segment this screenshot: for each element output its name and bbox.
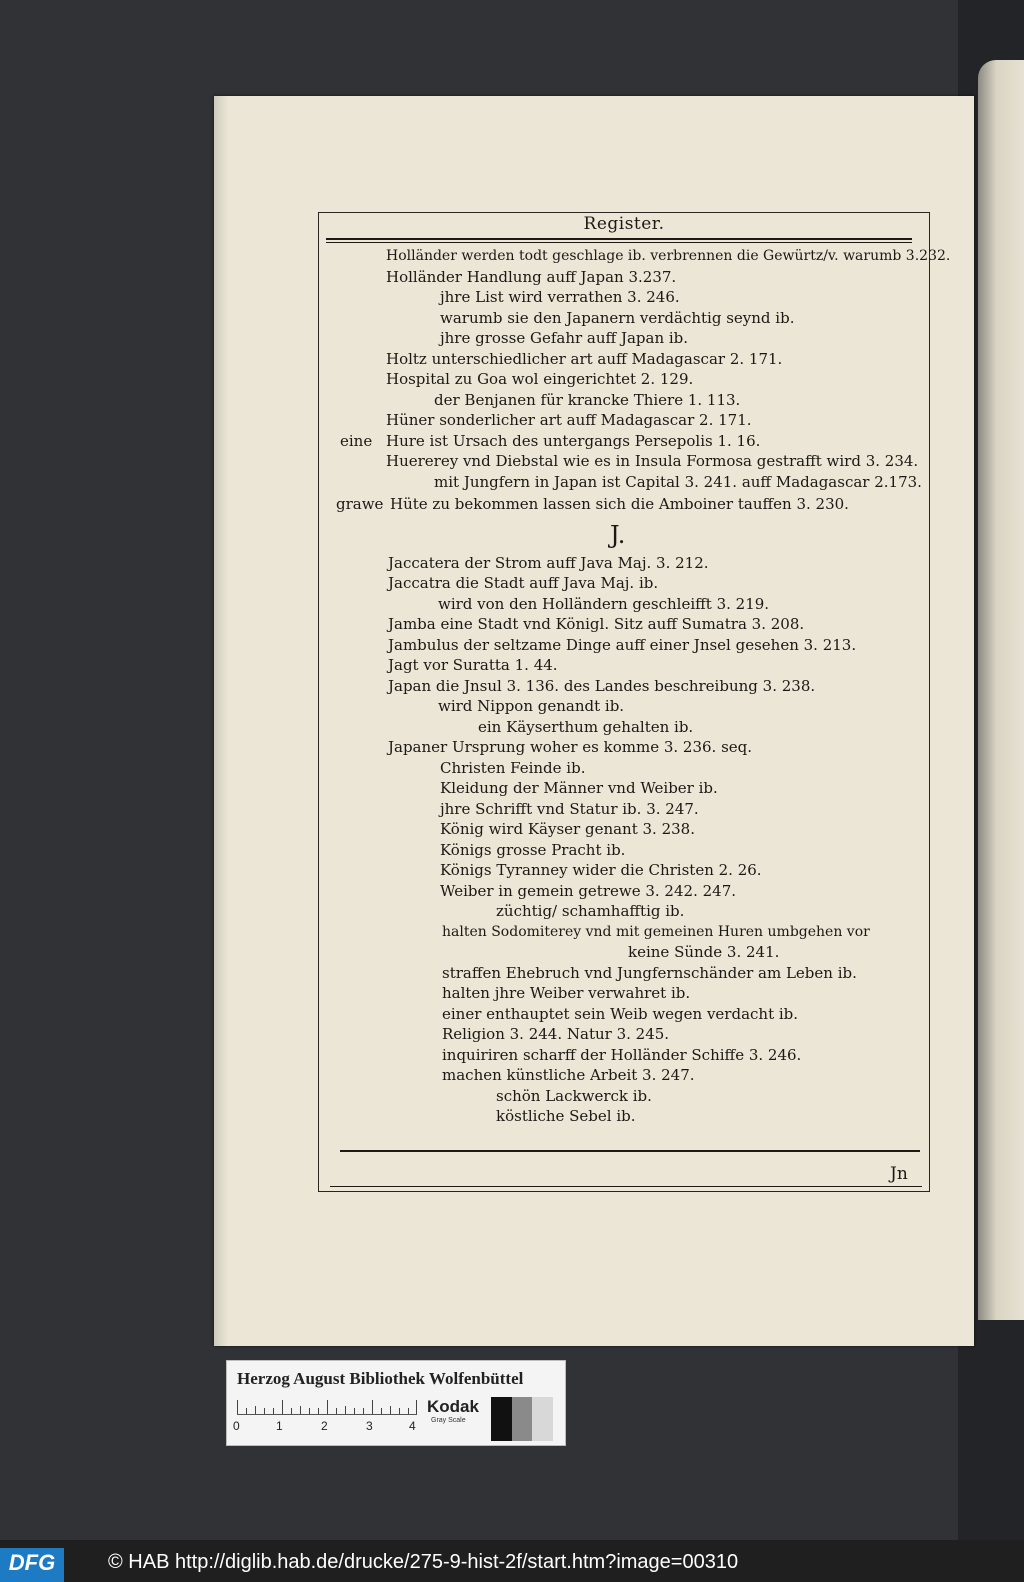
section-letter: J. — [610, 521, 626, 549]
scale-card — [226, 1360, 566, 1446]
index-entry: Japan die Jnsul 3. 136. des Landes beschreibung 3. 238. — [388, 677, 816, 695]
index-entry: Jagt vor Suratta 1. 44. — [388, 656, 558, 674]
index-entry: machen künstliche Arbeit 3. 247. — [442, 1066, 695, 1084]
page-gutter-shadow — [214, 96, 228, 1346]
index-entry: warumb sie den Japanern verdächtig seynd ib. — [440, 309, 795, 327]
ruler — [237, 1399, 417, 1415]
index-entry: ein Käyserthum gehalten ib. — [478, 718, 694, 736]
index-entry: jhre Schrifft vnd Statur ib. 3. 247. — [440, 800, 699, 818]
index-entry: inquiriren scharff der Holländer Schiffe 3. 246. — [442, 1046, 802, 1064]
index-entry: Hüte zu bekommen lassen sich die Amboiner tauffen 3. 230. — [390, 495, 849, 513]
index-entry: Jamba eine Stadt vnd Königl. Sitz auff Sumatra 3. 208. — [388, 615, 805, 633]
index-entry: Holländer Handlung auff Japan 3.237. — [386, 268, 677, 286]
next-page-edge — [978, 60, 1024, 1320]
index-entry: Königs grosse Pracht ib. — [440, 841, 626, 859]
header-rule — [326, 238, 912, 240]
index-entry: köstliche Sebel ib. — [496, 1107, 636, 1125]
index-entry: halten jhre Weiber verwahret ib. — [442, 984, 691, 1002]
entry-prefix: eine — [340, 432, 373, 450]
index-entry: Weiber in gemein getrewe 3. 242. 247. — [440, 882, 737, 900]
index-entry: straffen Ehebruch vnd Jungfernschänder am Leben ib. — [442, 964, 857, 982]
ruler-number: 2 — [321, 1419, 328, 1433]
ruler-number: 1 — [276, 1419, 283, 1433]
copyright-link[interactable]: © HAB http://diglib.hab.de/drucke/275-9-hist-2f/start.htm?image=00310 — [108, 1551, 739, 1573]
index-entry: Jaccatra die Stadt auff Java Maj. ib. — [388, 574, 659, 592]
index-entry: jhre List wird verrathen 3. 246. — [440, 288, 680, 306]
ruler-number: 3 — [366, 1419, 373, 1433]
footer-rule-bottom — [330, 1186, 922, 1187]
catchword: Jn — [890, 1164, 908, 1184]
index-entry: Hure ist Ursach des untergangs Persepolis 1. 16. — [386, 432, 761, 450]
gray-scale-swatches — [491, 1397, 553, 1441]
index-entry: Japaner Ursprung woher es komme 3. 236. seq. — [388, 738, 753, 756]
index-entry: züchtig/ schamhafftig ib. — [496, 902, 685, 920]
index-entry: König wird Käyser genant 3. 238. — [440, 820, 695, 838]
index-entry: Hüner sonderlicher art auff Madagascar 2. 171. — [386, 411, 752, 429]
header-rule-thin — [326, 242, 912, 243]
index-entry: Christen Feinde ib. — [440, 759, 586, 777]
footer-rule — [340, 1150, 920, 1152]
index-entry: wird von den Holländern geschleifft 3. 219. — [438, 595, 770, 613]
kodak-subtitle: Gray Scale — [431, 1417, 466, 1424]
ruler-number: 0 — [233, 1419, 240, 1433]
index-entry: Hospital zu Goa wol eingerichtet 2. 129. — [386, 370, 694, 388]
dfg-logo: DFG — [0, 1548, 64, 1582]
index-entry: einer enthauptet sein Weib wegen verdacht ib. — [442, 1005, 799, 1023]
index-entry: Holtz unterschiedlicher art auff Madagascar 2. 171. — [386, 350, 783, 368]
index-entry: Jaccatera der Strom auff Java Maj. 3. 212. — [388, 554, 709, 572]
index-entry: keine Sünde 3. 241. — [628, 943, 780, 961]
index-entry: Jambulus der seltzame Dinge auff einer Jnsel gesehen 3. 213. — [388, 636, 857, 654]
kodak-brand: Kodak — [427, 1397, 479, 1416]
entry-prefix: grawe — [336, 495, 384, 513]
index-entry: der Benjanen für krancke Thiere 1. 113. — [434, 391, 741, 409]
index-entry: halten Sodomiterey vnd mit gemeinen Huren umbgehen vor — [442, 924, 870, 940]
index-entry: schön Lackwerck ib. — [496, 1087, 652, 1105]
library-name: Herzog August Bibliothek Wolfenbüttel — [237, 1369, 524, 1388]
index-entry: wird Nippon genandt ib. — [438, 697, 625, 715]
index-entry: Huererey vnd Diebstal wie es in Insula Formosa gestrafft wird 3. 234. — [386, 452, 919, 470]
index-entry: mit Jungfern in Japan ist Capital 3. 241. auff Madagascar 2.173. — [434, 473, 922, 491]
index-entry: Königs Tyranney wider die Christen 2. 26. — [440, 861, 762, 879]
index-entry: Religion 3. 244. Natur 3. 245. — [442, 1025, 670, 1043]
index-entry: Holländer werden todt geschlage ib. verbrennen die Gewürtz/v. warumb 3.232. — [386, 248, 951, 264]
index-entry: jhre grosse Gefahr auff Japan ib. — [440, 329, 689, 347]
index-entry: Kleidung der Männer vnd Weiber ib. — [440, 779, 718, 797]
ruler-number: 4 — [409, 1419, 416, 1433]
page-header-title: Register. — [583, 214, 665, 234]
